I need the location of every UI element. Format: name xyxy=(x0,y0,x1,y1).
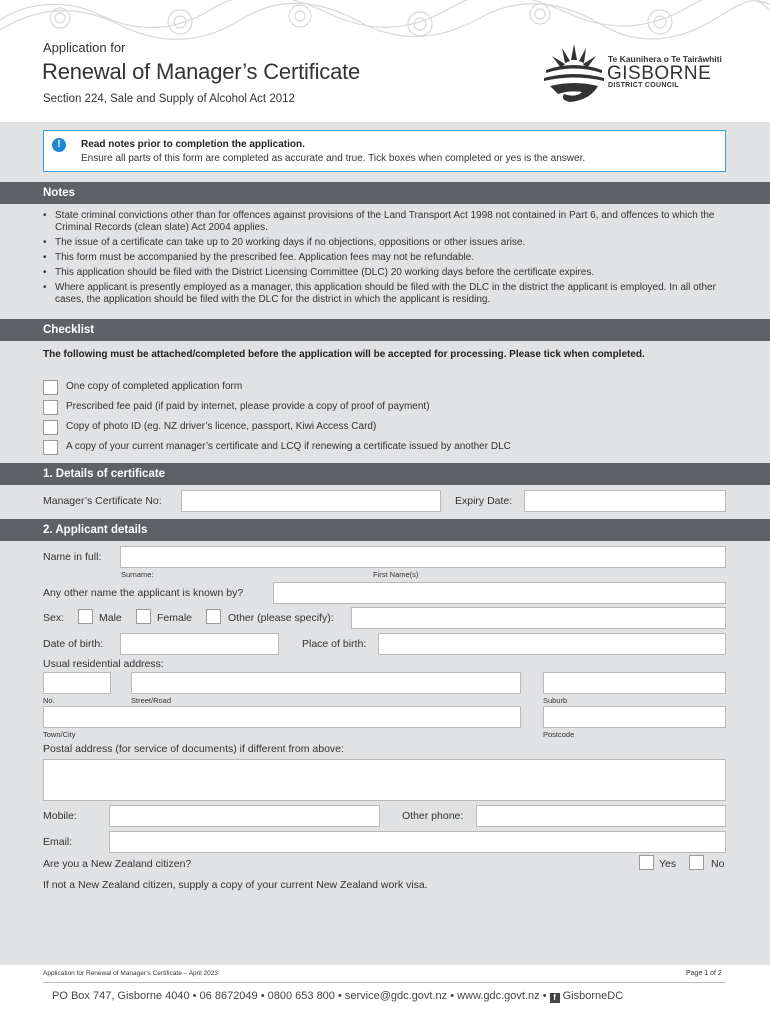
footer-contact xyxy=(52,990,623,1003)
checklist-label: A copy of your current manager’s certificate and LCQ if renewing a certificate issued by another DLC xyxy=(66,441,511,452)
address-no-input[interactable] xyxy=(43,672,111,694)
page-header xyxy=(0,0,770,122)
applicant-heading: 2. Applicant details xyxy=(0,519,770,541)
checklist-heading: Checklist xyxy=(0,319,770,341)
checklist-item xyxy=(43,379,243,395)
logo-tagline: Te Kaunihera o Te Tairāwhiti xyxy=(608,54,722,64)
other-name-input[interactable] xyxy=(273,582,726,604)
note-item: • This application should be filed with the District Licensing Committee (DLC) 20 working days before the certificate expires. xyxy=(43,267,723,279)
citizen-no-label: No xyxy=(711,858,725,870)
full-name-input[interactable] xyxy=(120,546,726,568)
checklist-item xyxy=(43,399,430,415)
cert-no-input[interactable] xyxy=(181,490,441,512)
facebook-icon: f xyxy=(550,993,560,1003)
citizen-no-checkbox[interactable] xyxy=(689,855,704,870)
citizen-yes-checkbox[interactable] xyxy=(639,855,654,870)
no-hint: No. xyxy=(43,696,55,705)
surname-hint: Surname: xyxy=(121,570,154,579)
female-label: Female xyxy=(157,612,193,624)
pob-input[interactable] xyxy=(378,633,726,655)
visa-note: If not a New Zealand citizen, supply a copy of your current New Zealand work visa. xyxy=(43,879,428,891)
checklist-item xyxy=(43,419,377,435)
suburb-input[interactable] xyxy=(543,672,726,694)
contact-details: PO Box 747, Gisborne 4040 • 06 8672049 • 0800 653 800 • service@gdc.govt.nz • www.gdc.govt.nz • xyxy=(52,990,547,1002)
sex-label: Sex: xyxy=(43,612,65,624)
checklist-checkbox[interactable] xyxy=(43,440,58,455)
checklist-label: One copy of completed application form xyxy=(66,381,243,392)
mobile-input[interactable] xyxy=(109,805,380,827)
citizen-question: Are you a New Zealand citizen? xyxy=(43,858,192,870)
checklist-label: Copy of photo ID (eg. NZ driver’s licence, passport, Kiwi Access Card) xyxy=(66,421,377,432)
postal-label: Postal address (for service of documents) if different from above: xyxy=(43,743,344,755)
note-item: • State criminal convictions other than for offences against provisions of the Land Transport Act 1998 not contained in Part 6, and offences to which the Criminal Records (clean slate) Act 2004 applies. xyxy=(43,210,723,234)
expiry-label: Expiry Date: xyxy=(455,495,513,507)
other-name-label: Any other name the applicant is known by? xyxy=(43,587,244,599)
other-sex-label: Other (please specify): xyxy=(228,612,334,624)
dob-input[interactable] xyxy=(120,633,279,655)
footer-reference: Application for Renewal of Manager’s Certificate – April 2023 xyxy=(43,970,218,977)
checklist-intro: The following must be attached/completed before the application will be accepted for processing. Please tick when completed. xyxy=(43,349,645,360)
suburb-hint: Suburb xyxy=(543,696,568,705)
notice-title: Read notes prior to completion the application. xyxy=(81,139,305,150)
checklist-checkbox[interactable] xyxy=(43,380,58,395)
certificate-heading: 1. Details of certificate xyxy=(0,463,770,485)
email-input[interactable] xyxy=(109,831,726,853)
dob-label: Date of birth: xyxy=(43,638,104,650)
email-label: Email: xyxy=(43,836,73,848)
page-subtitle: Section 224, Sale and Supply of Alcohol Act 2012 xyxy=(43,93,295,105)
address-label: Usual residential address: xyxy=(43,658,164,670)
page-title: Renewal of Manager’s Certificate xyxy=(42,59,361,84)
street-hint: Street/Road xyxy=(131,696,172,705)
pre-title: Application for xyxy=(43,40,126,55)
checklist-label: Prescribed fee paid (if paid by internet, please provide a copy of proof of payment) xyxy=(66,401,430,412)
other-phone-label: Other phone: xyxy=(402,810,464,822)
checklist-checkbox[interactable] xyxy=(43,420,58,435)
female-checkbox[interactable] xyxy=(136,609,151,624)
town-input[interactable] xyxy=(43,706,521,728)
name-label: Name in full: xyxy=(43,551,102,563)
checklist-item xyxy=(43,439,511,455)
page-number: Page 1 of 2 xyxy=(686,970,722,977)
expiry-date-input[interactable] xyxy=(524,490,726,512)
street-input[interactable] xyxy=(131,672,521,694)
checklist-checkbox[interactable] xyxy=(43,400,58,415)
male-checkbox[interactable] xyxy=(78,609,93,624)
firstname-hint: First Name(s) xyxy=(373,570,419,579)
town-hint: Town/City xyxy=(43,730,76,739)
info-icon: ! xyxy=(52,138,66,152)
notice-box xyxy=(43,130,726,172)
male-label: Male xyxy=(99,612,122,624)
other-phone-input[interactable] xyxy=(476,805,726,827)
postal-address-input[interactable] xyxy=(43,759,726,801)
cert-no-label: Manager’s Certificate No: xyxy=(43,495,162,507)
citizen-yes-label: Yes xyxy=(659,858,677,870)
pob-label: Place of birth: xyxy=(302,638,367,650)
note-item: • Where applicant is presently employed as a manager, this application should be filed with the DLC in the district the applicant is employed. In all other cases, the application should be filed with the DLC for the district in which the applicant is residing. xyxy=(43,282,723,306)
note-item: • This form must be accompanied by the prescribed fee. Application fees may not be refundable. xyxy=(43,252,723,264)
mobile-label: Mobile: xyxy=(43,810,77,822)
other-sex-checkbox[interactable] xyxy=(206,609,221,624)
decorative-pattern xyxy=(0,0,770,40)
social-handle[interactable]: GisborneDC xyxy=(562,990,624,1002)
postcode-hint: Postcode xyxy=(543,730,575,739)
note-item: • The issue of a certificate can take up to 20 working days if no objections, oppositions or other issues arise. xyxy=(43,237,723,249)
other-sex-input[interactable] xyxy=(351,607,726,629)
notes-list xyxy=(43,210,723,309)
logo-name: GISBORNE xyxy=(607,63,712,84)
footer-divider xyxy=(43,982,726,983)
logo-subtitle: DISTRICT COUNCIL xyxy=(608,82,679,89)
notes-heading: Notes xyxy=(0,182,770,204)
notice-text: Ensure all parts of this form are completed as accurate and true. Tick boxes when completed or yes is the answer. xyxy=(81,153,586,164)
postcode-input[interactable] xyxy=(543,706,726,728)
